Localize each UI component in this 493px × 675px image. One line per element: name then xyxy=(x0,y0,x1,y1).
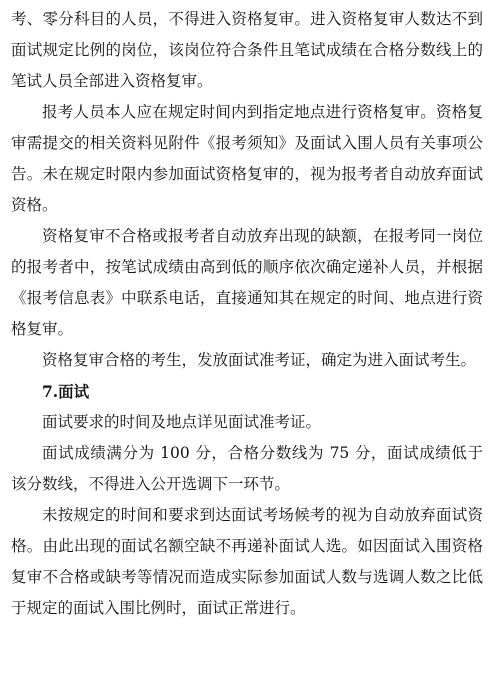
section-heading-interview: 7.面试 xyxy=(42,382,90,401)
paragraph-interview-score: 面试成绩满分为 100 分，合格分数线为 75 分，面试成绩低于该分数线，不得进入公开选调下一环节。 xyxy=(11,444,483,493)
paragraph-vacancy-replacement: 资格复审不合格或报考者自动放弃出现的缺额，在报考同一岗位的报考者中，按笔试成绩由高到低的顺序依次确定递补人员，并根据《报考信息表》中联系电话，直接通知其在规定的时间、地点进行资格复审。 xyxy=(11,227,483,338)
paragraph-interview-absence: 未按规定的时间和要求到达面试考场候考的视为自动放弃面试资格。由此出现的面试名额空缺不再递补面试人选。如因面试入围资格复审不合格或缺考等情况而造成实际参加面试人数与选调人数之比低于规定的面试入围比例时，面试正常进行。 xyxy=(11,506,483,617)
document-page xyxy=(11,4,483,624)
paragraph-continued-review: 考、零分科目的人员，不得进入资格复审。进入资格复审人数达不到面试规定比例的岗位，该岗位符合条件且笔试成绩在合格分数线上的笔试人员全部进入资格复审。 xyxy=(11,10,483,90)
paragraph-review-attendance: 报考人员本人应在规定时间内到指定地点进行资格复审。资格复审需提交的相关资料见附件《报考须知》及面试入围人员有关事项公告。未在规定时限内参加面试资格复审的，视为报考者自动放弃面试资格。 xyxy=(11,103,483,214)
paragraph-admission-ticket: 资格复审合格的考生，发放面试准考证，确定为进入面试考生。 xyxy=(42,351,477,369)
paragraph-interview-location: 面试要求的时间及地点详见面试准考证。 xyxy=(42,413,322,431)
